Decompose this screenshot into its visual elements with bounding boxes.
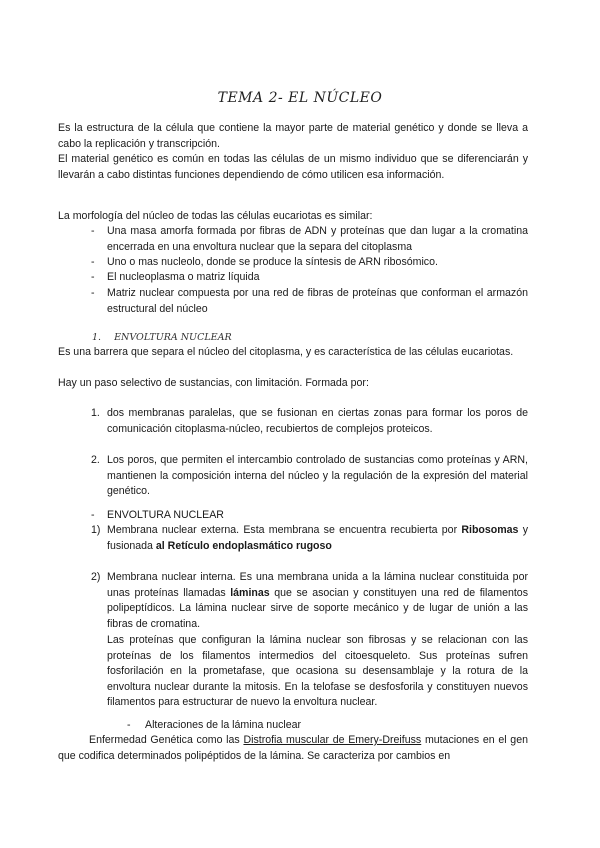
morphology-intro: La morfología del núcleo de todas las células eucariotas es similar: <box>58 210 373 222</box>
membrane-2-text: Membrana nuclear interna. Es una membrana unida a la lámina nuclear constituida por unas proteínas llamadas láminas que se asocian y constituyen una red de filamentos polipeptídicos. La lámina nuclear sirve de soporte mecánico y de lugar de unión a las fibras de cromatina. <box>107 571 528 630</box>
bullet-dash: - <box>91 256 95 268</box>
morphology-item-3: El nucleoplasma o matriz líquida <box>107 271 260 283</box>
membrane-1-text: Membrana nuclear externa. Esta membrana se encuentra recubierta por Ribosomas y fusionada al Retículo endoplasmático rugoso <box>107 524 528 552</box>
membrane-2-number: 2) <box>91 571 101 583</box>
section-1-title: ENVOLTURA NUCLEAR <box>114 332 232 343</box>
bullet-dash: - <box>127 719 131 731</box>
section-1-number: 1. <box>92 332 102 343</box>
membrane-2-text-continued: Las proteínas que configuran la lámina nuclear son fibrosas y se relacionan con las proteínas de los filamentos intermedios del citoesqueleto. Sus proteínas sufren fosforilación en la prometafase, que ocasiona su desensamblaje y la rotura de la envoltura nuclear durante la mitosis. En la telofase se desfosforila y constituyen nuevos filamentos para estructurar de nuevo la envoltura nuclear. <box>107 634 528 709</box>
morphology-item-1: Una masa amorfa formada por fibras de ADN y proteínas que dan lugar a la cromatina encerrada en una envoltura nuclear que la separa del citoplasma <box>107 225 528 253</box>
numbered-item-1-text: dos membranas paralelas, que se fusionan en ciertas zonas para formar los poros de comunicación citoplasma-núcleo, recubiertos de complejos proteicos. <box>107 407 528 435</box>
bullet-dash: - <box>91 509 95 521</box>
section-1-text-2: Hay un paso selectivo de sustancias, con limitación. Formada por: <box>58 377 369 389</box>
bullet-dash: - <box>91 287 95 299</box>
disease-paragraph: Enfermedad Genética como las Distrofia muscular de Emery-Dreifuss mutaciones en el gen que codifica determinados polipéptidos de la lámina. Se caracteriza por cambios en <box>58 734 528 762</box>
bullet-dash: - <box>91 271 95 283</box>
numbered-item-2-number: 2. <box>91 454 100 466</box>
bullet-dash: - <box>91 225 95 237</box>
sub-heading: ENVOLTURA NUCLEAR <box>107 509 224 521</box>
section-1-text-1: Es una barrera que separa el núcleo del citoplasma, y es característica de las células eucariotas. <box>58 346 514 358</box>
page-title: TEMA 2- EL NÚCLEO <box>217 90 383 106</box>
membrane-1-number: 1) <box>91 524 101 536</box>
numbered-item-2-text: Los poros, que permiten el intercambio controlado de sustancias como proteínas y ARN, mantienen la composición interna del núcleo y la regulación de la expresión del material genético. <box>107 454 528 498</box>
morphology-item-4: Matriz nuclear compuesta por una red de fibras de proteínas que conforman el armazón estructural del núcleo <box>107 287 528 315</box>
intro-paragraph-2: El material genético es común en todas las células de un mismo individuo que se diferenciarán y llevarán a cabo distintas funciones dependiendo de cómo utilicen esa información. <box>58 153 528 181</box>
section-1-heading <box>92 330 232 345</box>
disease-link: Distrofia muscular de Emery-Dreifuss <box>243 734 422 746</box>
numbered-item-1-number: 1. <box>91 407 100 419</box>
alterations-heading: Alteraciones de la lámina nuclear <box>145 719 302 731</box>
morphology-item-2: Uno o mas nucleolo, donde se produce la síntesis de ARN ribosómico. <box>107 256 438 268</box>
intro-paragraph-1: Es la estructura de la célula que contiene la mayor parte de material genético y donde se lleva a cabo la replicación y transcripción. <box>58 122 528 150</box>
